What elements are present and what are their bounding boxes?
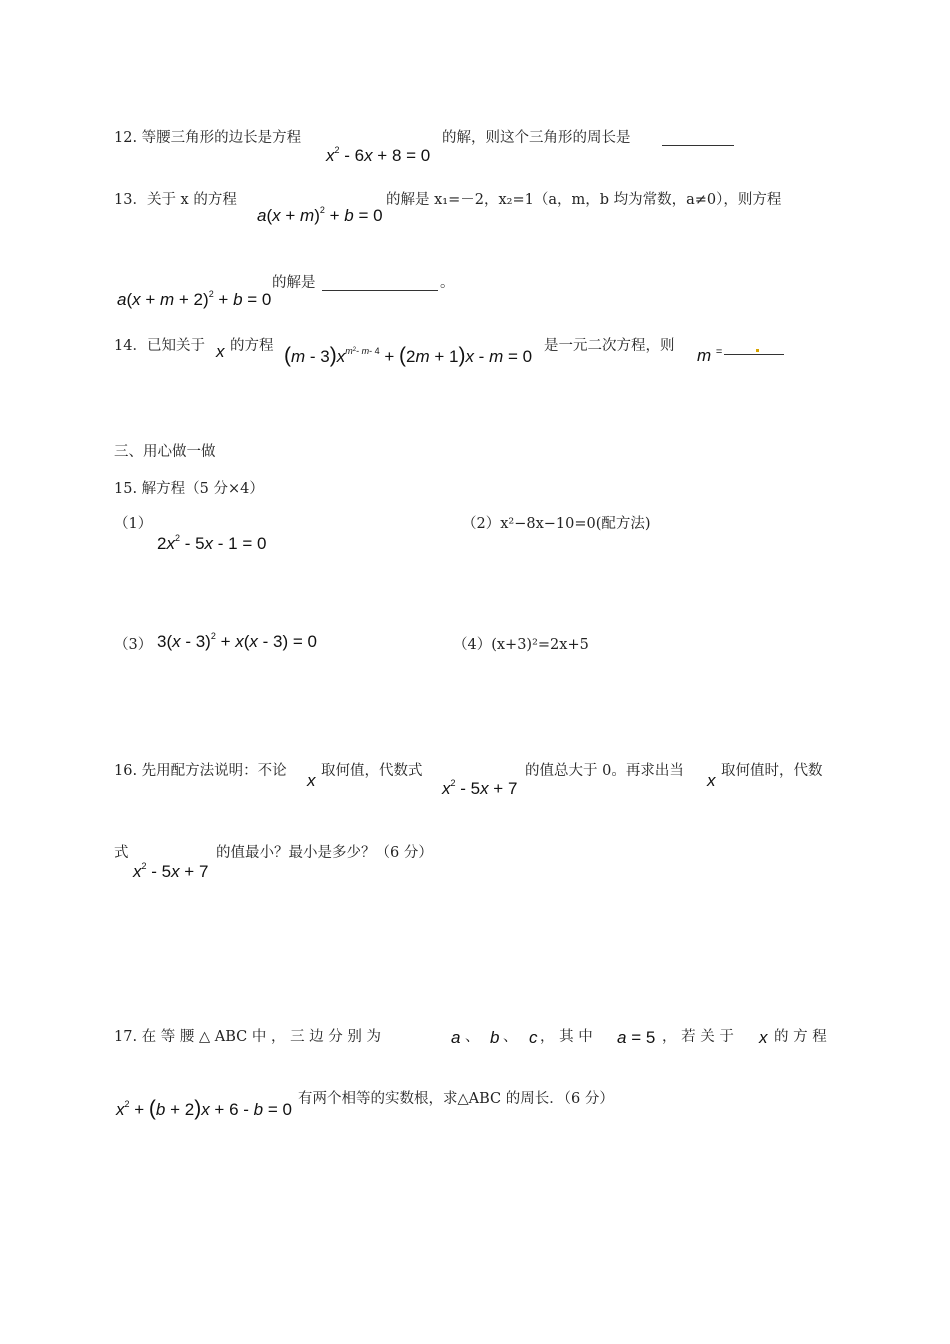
q15-title: 15. 解方程（5 分×4） [114,481,264,497]
q17-sep-1: 、 [465,1029,480,1045]
q13-text-b: 的解是 x₁=－2，x₂=1（a，m，b 均为常数，a≠0），则方程 [386,192,782,208]
q17-equation: $x^2 + (b + 2)x + 6 - b = 0$ [116,1097,292,1120]
q12-answer-blank[interactable] [662,131,734,146]
q15-part3-equation: 3(x - 3)$^2$ + x(x - 3) = 0 [157,631,317,651]
q16-expression-1: $x^2 - 5x + 7$ [442,778,518,798]
q13-text-a: 13．关于 x 的方程 [114,192,237,208]
q13-equation-1: $a(x + m)^2 + b = 0$ [257,205,383,225]
q14-answer-blank[interactable] [724,340,784,355]
q17-var-x: x [759,1028,768,1047]
q15-part2: （2）x²−8x−10=0(配方法) [462,516,651,532]
q17-text-a: 17. 在 等 腰 △ ABC 中 ， 三 边 分 别 为 [114,1029,382,1045]
q17-text-e: 有两个相等的实数根，求△ABC 的周长．（6 分） [298,1091,614,1107]
q16-text-e: 式 [114,845,129,861]
q15-part1-equation: $2x^2 - 5x - 1 = 0$ [157,533,267,553]
q13-text-c: 的解是 [272,275,316,291]
q17-text-d: 的 方 程 [774,1029,827,1045]
q16-var-x-1: x [307,771,316,790]
q12-equation: $x^2 - 6x + 8 = 0$ [326,145,431,165]
q16-text-b: 取何值，代数式 [321,763,423,779]
q15-part1-label: （1） [114,516,153,532]
q16-text-a: 16. 先用配方法说明：不论 [114,763,287,779]
q16-text-f: 的值最小？最小是多少？（6 分） [216,845,433,861]
artifact-dot [756,349,759,352]
q13-equation-2: $a(x + m + 2)^2 + b = 0$ [117,289,272,309]
q16-expression-2: $x^2 - 5x + 7$ [133,861,209,881]
q14-var-m: m = [697,346,723,365]
q17-a-equals: a = 5 [617,1028,656,1047]
q14-equation: $(m - 3)x^{m^2- m- 4} + (2m + 1)x - m = 0$ [284,344,533,367]
q14-text-a: 14．已知关于 [114,338,205,354]
q13-text-d: 。 [440,275,455,291]
q12-text-a: 12. 等腰三角形的边长是方程 [114,130,302,146]
q17-text-b: ， 其 中 [540,1029,593,1045]
q14-var-x: x [216,342,225,361]
q17-var-b: b [490,1028,500,1047]
section-three-title: 三、用心做一做 [114,444,216,460]
q17-text-c: ， 若 关 于 [662,1029,734,1045]
q16-var-x-2: x [707,771,716,790]
q14-text-c: 是一元二次方程，则 [544,338,675,354]
q15-part4: （4）(x+3)²=2x+5 [453,637,589,653]
q16-text-c: 的值总大于 0。再求出当 [525,763,684,779]
q16-text-d: 取何值时，代数 [721,763,823,779]
q17-var-a: a [451,1028,461,1047]
q13-answer-blank[interactable] [322,276,438,291]
q15-part3-label: （3） [114,637,153,653]
q12-text-b: 的解，则这个三角形的周长是 [442,130,631,146]
q14-text-b: 的方程 [230,338,274,354]
q17-var-c: c [529,1028,538,1047]
q17-sep-2: 、 [503,1029,518,1045]
